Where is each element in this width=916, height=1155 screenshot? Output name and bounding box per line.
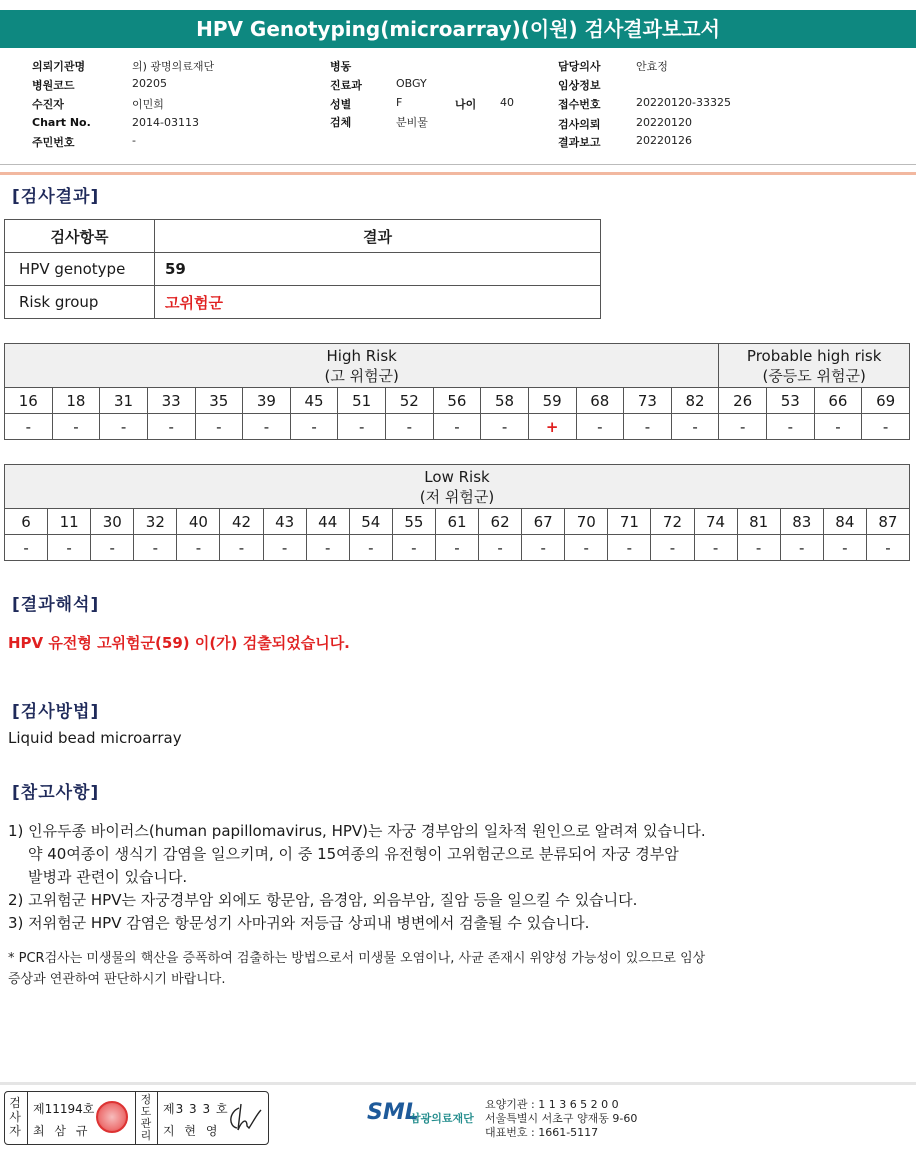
genotype-6: 6 (5, 509, 48, 535)
section-divider (0, 172, 916, 175)
genotype-result-row (5, 535, 910, 561)
note-3: 3) 저위험군 HPV 감염은 항문성기 사마귀와 저등급 상피내 병변에서 검출될 수 있습니다. (8, 914, 590, 932)
genotype-45: 45 (290, 388, 338, 414)
specimen-label: 검체 (330, 116, 352, 129)
genotype-73: 73 (624, 388, 672, 414)
patient-info-block (0, 54, 916, 164)
report-label: 결과보고 (558, 136, 601, 149)
genotype-55: 55 (392, 509, 435, 535)
genotype-67: 67 (522, 509, 565, 535)
genotype-result-11: - (48, 535, 91, 561)
notes-section-title: [참고사항] (12, 783, 100, 803)
genotype-58: 58 (481, 388, 529, 414)
info-divider (0, 164, 916, 165)
genotype-result-42: - (220, 535, 263, 561)
notes-list (8, 820, 706, 935)
hospital-code-label: 병원코드 (32, 79, 75, 92)
genotype-result-45: - (290, 414, 338, 440)
specimen-value: 분비물 (396, 116, 428, 129)
genotype-31: 31 (100, 388, 148, 414)
genotype-43: 43 (263, 509, 306, 535)
risk-header-row (5, 465, 910, 509)
age-label: 나이 (455, 98, 477, 111)
genotype-result-30: - (91, 535, 134, 561)
dept-value: OBGY (396, 77, 427, 90)
note-2: 2) 고위험군 HPV는 자궁경부암 외에도 항문암, 음경암, 외음부암, 질암 등을 일으킬 수 있습니다. (8, 891, 638, 909)
org-phone: 대표번호 : 1661-5117 (485, 1126, 599, 1139)
genotype-82: 82 (671, 388, 719, 414)
official-seal (96, 1101, 128, 1133)
genotype-result-row (5, 414, 910, 440)
checker-name: 지 현 영 (163, 1124, 221, 1138)
genotype-type-row (5, 388, 910, 414)
examiner-number: 제11194호 (33, 1102, 95, 1116)
genotype-69: 69 (862, 388, 910, 414)
genotype-35: 35 (195, 388, 243, 414)
note-1-line-3: 발병과 관련이 있습니다. (28, 868, 188, 886)
signature-box (4, 1091, 269, 1145)
probable-risk-header (719, 344, 910, 388)
genotype-result-62: - (479, 535, 522, 561)
genotype-result-83: - (780, 535, 823, 561)
genotype-32: 32 (134, 509, 177, 535)
genotype-result-72: - (651, 535, 694, 561)
request-label: 검사의뢰 (558, 118, 601, 131)
institution-value: 의) 광명의료재단 (132, 60, 215, 73)
institution-label: 의뢰기관명 (32, 60, 86, 73)
genotype-result-67: - (522, 535, 565, 561)
genotype-result-32: - (134, 535, 177, 561)
handwritten-signature (225, 1100, 265, 1134)
genotype-result-58: - (481, 414, 529, 440)
genotype-result-18: - (52, 414, 100, 440)
high-risk-header (5, 344, 719, 388)
genotype-result-59: + (528, 414, 576, 440)
low-risk-title: Low Risk (424, 467, 490, 486)
genotype-result-33: - (147, 414, 195, 440)
logo-text: SML (367, 1100, 419, 1125)
sml-logo (367, 1098, 487, 1138)
genotype-result-70: - (565, 535, 608, 561)
interpretation-section-title: [결과해석] (12, 595, 100, 615)
high-risk-title: High Risk (326, 346, 397, 365)
genotype-result-35: - (195, 414, 243, 440)
genotype-44: 44 (306, 509, 349, 535)
genotype-result-43: - (263, 535, 306, 561)
genotype-result-82: - (671, 414, 719, 440)
genotype-56: 56 (433, 388, 481, 414)
chart-value: 2014-03113 (132, 116, 199, 129)
divider (135, 1092, 136, 1144)
dept-label: 진료과 (330, 79, 362, 92)
genotype-68: 68 (576, 388, 624, 414)
report-value: 20220126 (636, 134, 692, 147)
genotype-result-54: - (349, 535, 392, 561)
patient-label: 수진자 (32, 98, 64, 111)
chart-label: Chart No. (32, 116, 91, 129)
genotype-result-66: - (814, 414, 862, 440)
genotype-74: 74 (694, 509, 737, 535)
genotype-result-16: - (5, 414, 53, 440)
genotype-result-53: - (767, 414, 815, 440)
footer-divider (0, 1082, 916, 1085)
institution-code: 요양기관 : 1 1 3 6 5 2 0 0 (485, 1098, 619, 1111)
genotype-72: 72 (651, 509, 694, 535)
genotype-result-71: - (608, 535, 651, 561)
genotype-result-52: - (386, 414, 434, 440)
rrn-label: 주민번호 (32, 136, 75, 149)
genotype-53: 53 (767, 388, 815, 414)
genotype-result-55: - (392, 535, 435, 561)
genotype-26: 26 (719, 388, 767, 414)
pcr-footnote (8, 948, 705, 990)
genotype-70: 70 (565, 509, 608, 535)
method-section-title: [검사방법] (12, 702, 100, 722)
request-value: 20220120 (636, 116, 692, 129)
genotype-71: 71 (608, 509, 651, 535)
checker-number: 제3 3 3 호 (163, 1102, 229, 1116)
interpretation-text: HPV 유전형 고위험군(59) 이(가) 검출되었습니다. (8, 634, 350, 652)
table-row (5, 253, 601, 286)
genotype-result-51: - (338, 414, 386, 440)
genotype-51: 51 (338, 388, 386, 414)
clinical-label: 임상정보 (558, 79, 601, 92)
sex-value: F (396, 96, 403, 109)
column-header-result: 결과 (155, 220, 601, 253)
genotype-30: 30 (91, 509, 134, 535)
genotype-result-40: - (177, 535, 220, 561)
result-table-header (5, 220, 601, 253)
genotype-81: 81 (737, 509, 780, 535)
genotype-59: 59 (528, 388, 576, 414)
report-title: HPV Genotyping(microarray)(이원) 검사결과보고서 (0, 10, 916, 48)
genotype-42: 42 (220, 509, 263, 535)
genotype-61: 61 (435, 509, 478, 535)
receipt-value: 20220120-33325 (636, 96, 731, 109)
genotype-type-row (5, 509, 910, 535)
genotype-16: 16 (5, 388, 53, 414)
result-table (4, 219, 601, 319)
table-row (5, 286, 601, 319)
genotype-result-69: - (862, 414, 910, 440)
genotype-54: 54 (349, 509, 392, 535)
genotype-result-68: - (576, 414, 624, 440)
patient-value: 이민희 (132, 98, 164, 111)
genotype-result-44: - (306, 535, 349, 561)
low-risk-genotype-table (4, 464, 910, 561)
receipt-label: 접수번호 (558, 98, 601, 111)
ward-label: 병동 (330, 60, 352, 73)
genotype-result-81: - (737, 535, 780, 561)
note-1-line-1: 1) 인유두종 바이러스(human papillomavirus, HPV)는 자궁 경부암의 일차적 원인으로 알려져 있습니다. (8, 822, 706, 840)
genotype-39: 39 (243, 388, 291, 414)
divider (157, 1092, 158, 1144)
checker-label: 정도관리 (140, 1093, 152, 1142)
examiner-name: 최 삼 규 (33, 1124, 91, 1138)
row-value-genotype: 59 (155, 253, 601, 286)
probable-risk-title: Probable high risk (746, 346, 882, 365)
genotype-66: 66 (814, 388, 862, 414)
genotype-83: 83 (780, 509, 823, 535)
high-risk-subtitle: (고 위험군) (324, 366, 399, 385)
genotype-result-74: - (694, 535, 737, 561)
genotype-40: 40 (177, 509, 220, 535)
org-address: 서울특별시 서초구 양재동 9-60 (485, 1112, 638, 1125)
genotype-result-56: - (433, 414, 481, 440)
divider (27, 1092, 28, 1144)
low-risk-subtitle: (저 위험군) (419, 487, 495, 506)
genotype-11: 11 (48, 509, 91, 535)
hospital-code-value: 20205 (132, 77, 167, 90)
genotype-84: 84 (823, 509, 866, 535)
result-section-title: [검사결과] (12, 187, 100, 207)
age-value: 40 (500, 96, 514, 109)
genotype-result-39: - (243, 414, 291, 440)
row-item-risk-group: Risk group (5, 286, 155, 319)
risk-header-row (5, 344, 910, 388)
genotype-result-73: - (624, 414, 672, 440)
row-item-genotype: HPV genotype (5, 253, 155, 286)
method-text: Liquid bead microarray (8, 729, 182, 747)
column-header-item: 검사항목 (5, 220, 155, 253)
genotype-result-61: - (435, 535, 478, 561)
genotype-result-31: - (100, 414, 148, 440)
note-1-line-2: 약 40여종이 생식기 감염을 일으키며, 이 중 15여종의 유전형이 고위험군으로 분류되어 자궁 경부암 (28, 845, 679, 863)
genotype-33: 33 (147, 388, 195, 414)
row-value-risk-group: 고위험군 (155, 286, 601, 319)
high-risk-genotype-table (4, 343, 910, 440)
footnote-line-1: * PCR검사는 미생물의 핵산을 증폭하여 검출하는 방법으로서 미생물 오염이나, 사균 존재시 위양성 가능성이 있으므로 임상 (8, 951, 706, 966)
doctor-label: 담당의사 (558, 60, 601, 73)
genotype-87: 87 (866, 509, 909, 535)
genotype-62: 62 (479, 509, 522, 535)
genotype-result-87: - (866, 535, 909, 561)
genotype-result-6: - (5, 535, 48, 561)
footnote-line-2: 증상과 연관하여 판단하시기 바랍니다. (8, 972, 226, 987)
org-contact-block (485, 1098, 637, 1140)
genotype-18: 18 (52, 388, 100, 414)
probable-risk-subtitle: (중등도 위험군) (762, 366, 866, 385)
org-name: 삼광의료재단 (410, 1112, 474, 1125)
low-risk-header (5, 465, 910, 509)
sex-label: 성별 (330, 98, 352, 111)
genotype-result-84: - (823, 535, 866, 561)
examiner-label: 검사자 (9, 1096, 21, 1138)
genotype-result-26: - (719, 414, 767, 440)
rrn-value: - (132, 134, 136, 147)
doctor-value: 안효정 (636, 60, 668, 73)
genotype-52: 52 (386, 388, 434, 414)
